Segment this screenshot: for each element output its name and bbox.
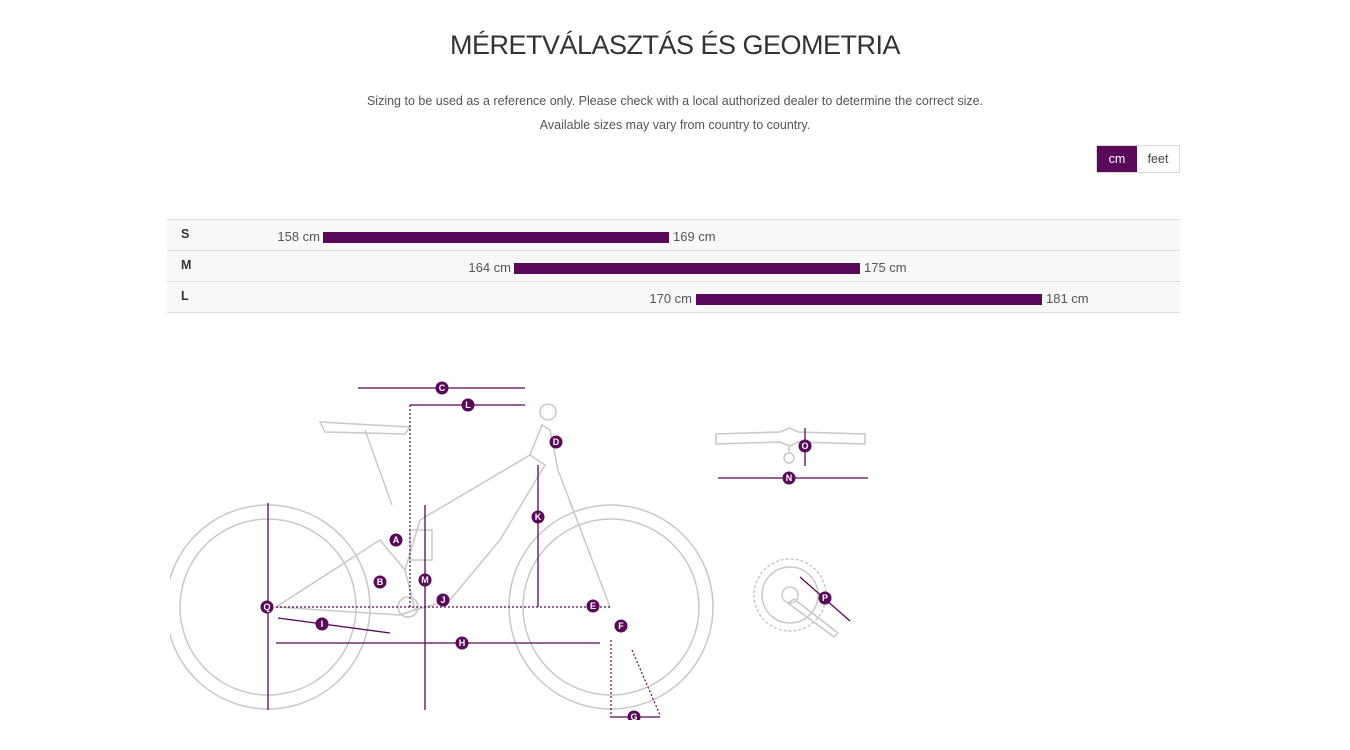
size-max-height: 175 cm: [864, 260, 907, 275]
bike-geometry-diagram: [170, 370, 730, 720]
label-g: G: [630, 712, 638, 720]
label-i: I: [320, 619, 324, 629]
label-p: P: [821, 593, 829, 603]
label-n: N: [785, 473, 793, 483]
availability-note: Available sizes may vary from country to country.: [539, 118, 811, 132]
unit-cm-button[interactable]: cm: [1097, 146, 1137, 172]
size-label: M: [181, 258, 192, 272]
label-e: E: [589, 601, 597, 611]
label-l: L: [465, 400, 471, 410]
label-b: B: [376, 577, 384, 587]
handlebar-diagram: [710, 420, 880, 490]
rear-triangle: [276, 540, 415, 615]
label-f: F: [618, 621, 624, 631]
size-max-height: 169 cm: [673, 229, 716, 244]
label-m: M: [421, 575, 429, 585]
unit-toggle: [1096, 145, 1180, 173]
size-min-height: 170 cm: [649, 291, 692, 306]
label-d: D: [552, 437, 560, 447]
size-label: L: [181, 289, 189, 303]
page-title: MÉRETVÁLASZTÁS ÉS GEOMETRIA: [449, 30, 901, 60]
size-min-height: 164 cm: [468, 260, 511, 275]
size-row-l: [167, 282, 1180, 313]
label-o: O: [801, 441, 809, 451]
front-wheel-tire: [509, 505, 713, 709]
size-row-s: [167, 220, 1180, 251]
label-h: H: [458, 638, 466, 648]
label-k: K: [534, 512, 542, 522]
front-triangle: [405, 455, 545, 610]
sizing-note: Sizing to be used as a reference only. Please check with a local authorized dealer to determine the correct size.: [366, 94, 984, 108]
label-c: C: [438, 383, 446, 393]
label-q: Q: [263, 602, 271, 612]
crankset-diagram: [750, 555, 860, 645]
size-range-bar: [514, 263, 860, 274]
size-range-bar: [696, 294, 1042, 305]
unit-feet-button[interactable]: feet: [1137, 146, 1179, 172]
size-table: [167, 219, 1180, 313]
shock: [410, 530, 432, 560]
size-min-height: 158 cm: [277, 229, 320, 244]
size-max-height: 181 cm: [1046, 291, 1089, 306]
seat-post: [365, 430, 392, 505]
size-row-m: [167, 251, 1180, 282]
size-label: S: [181, 227, 190, 241]
size-range-bar: [323, 232, 669, 243]
stem: [540, 404, 556, 420]
label-j: J: [440, 595, 446, 605]
label-a: A: [392, 535, 400, 545]
